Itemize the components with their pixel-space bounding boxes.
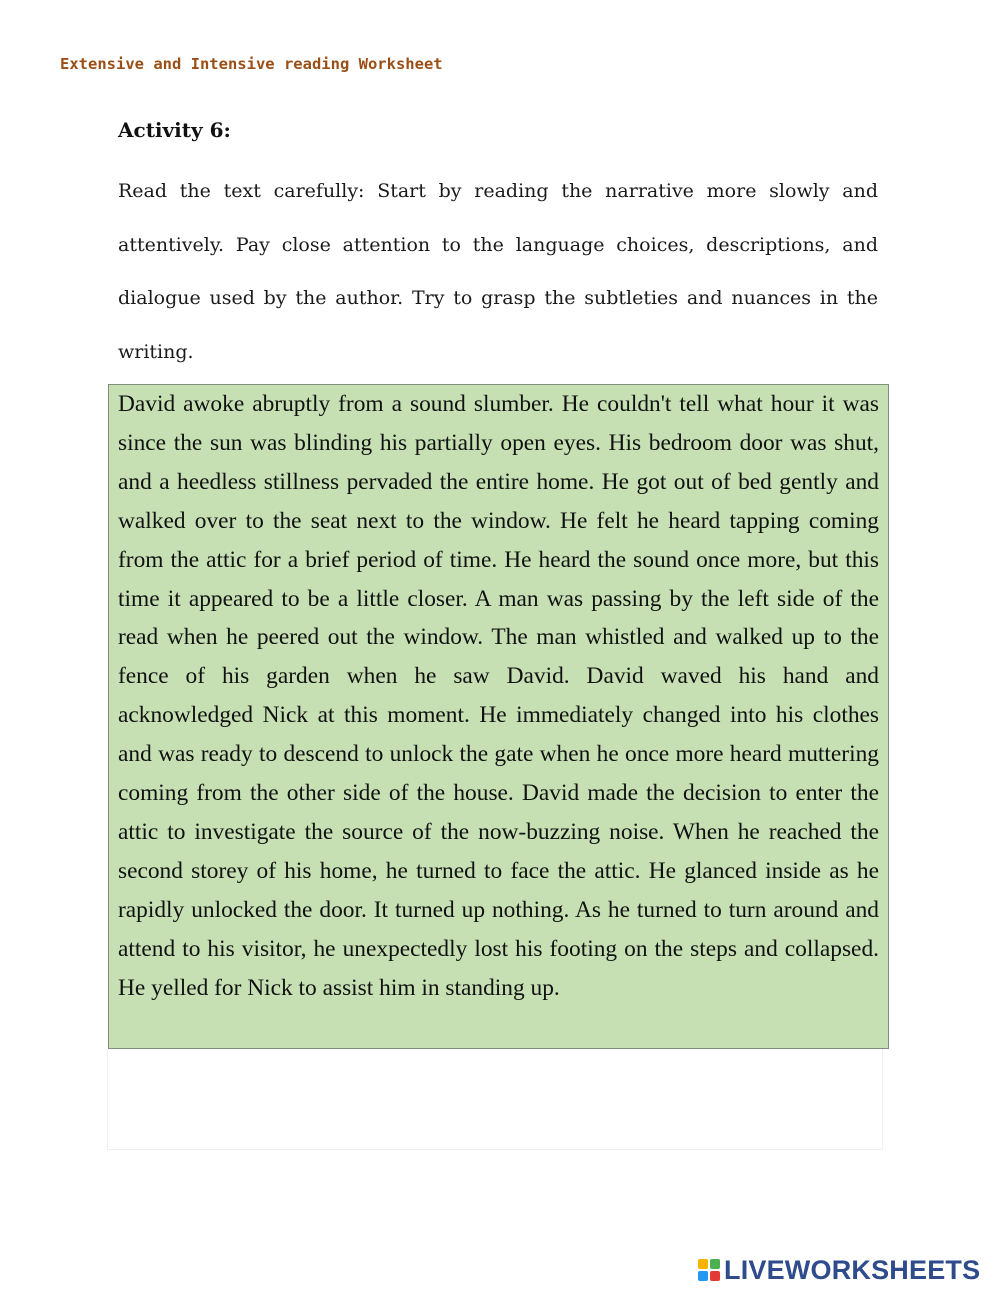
- logo-square-1: [698, 1259, 708, 1269]
- activity-title: Activity 6:: [118, 118, 231, 142]
- activity-instructions: Read the text carefully: Start by reading the narrative more slowly and attentively. Pay close attention to the language choices, descriptions, and dialogue used by the author. Try to grasp the subtleties and nuances in the writing.: [118, 180, 878, 363]
- story-text: David awoke abruptly from a sound slumber. He couldn't tell what hour it was since the sun was blinding his partially open eyes. His bedroom door was shut, and a heedless stillness pervaded the entire home. He got out of bed gently and walked over to the seat next to the window. He felt he heard tapping coming from the attic for a brief period of time. He heard the sound once more, but this time it appeared to be a little closer. A man was passing by the left side of the read when he peered out the window. The man whistled and walked up to the fence of his garden when he saw David. David waved his hand and acknowledged Nick at this moment. He immediately changed into his clothes and was ready to descend to unlock the gate when he once more heard muttering coming from the other side of the house. David made the decision to enter the attic to investigate the source of the now-buzzing noise. When he reached the second storey of his home, he turned to face the attic. He glanced inside as he rapidly unlocked the door. It turned up nothing. As he turned to turn around and attend to his visitor, he unexpectedly lost his footing on the steps and collapsed. He yelled for Nick to assist him in standing up.: [118, 391, 879, 1001]
- story-text-box: [108, 384, 889, 1049]
- answer-area[interactable]: [107, 1049, 883, 1150]
- logo-text: LIVEWORKSHEETS: [724, 1254, 981, 1285]
- liveworksheets-logo-icon: [698, 1259, 720, 1281]
- worksheet-header-title: Extensive and Intensive reading Worksheet: [60, 55, 443, 73]
- logo-square-2: [710, 1259, 720, 1269]
- logo-square-4: [710, 1271, 720, 1281]
- liveworksheets-logo: [698, 1253, 980, 1287]
- logo-square-3: [698, 1271, 708, 1281]
